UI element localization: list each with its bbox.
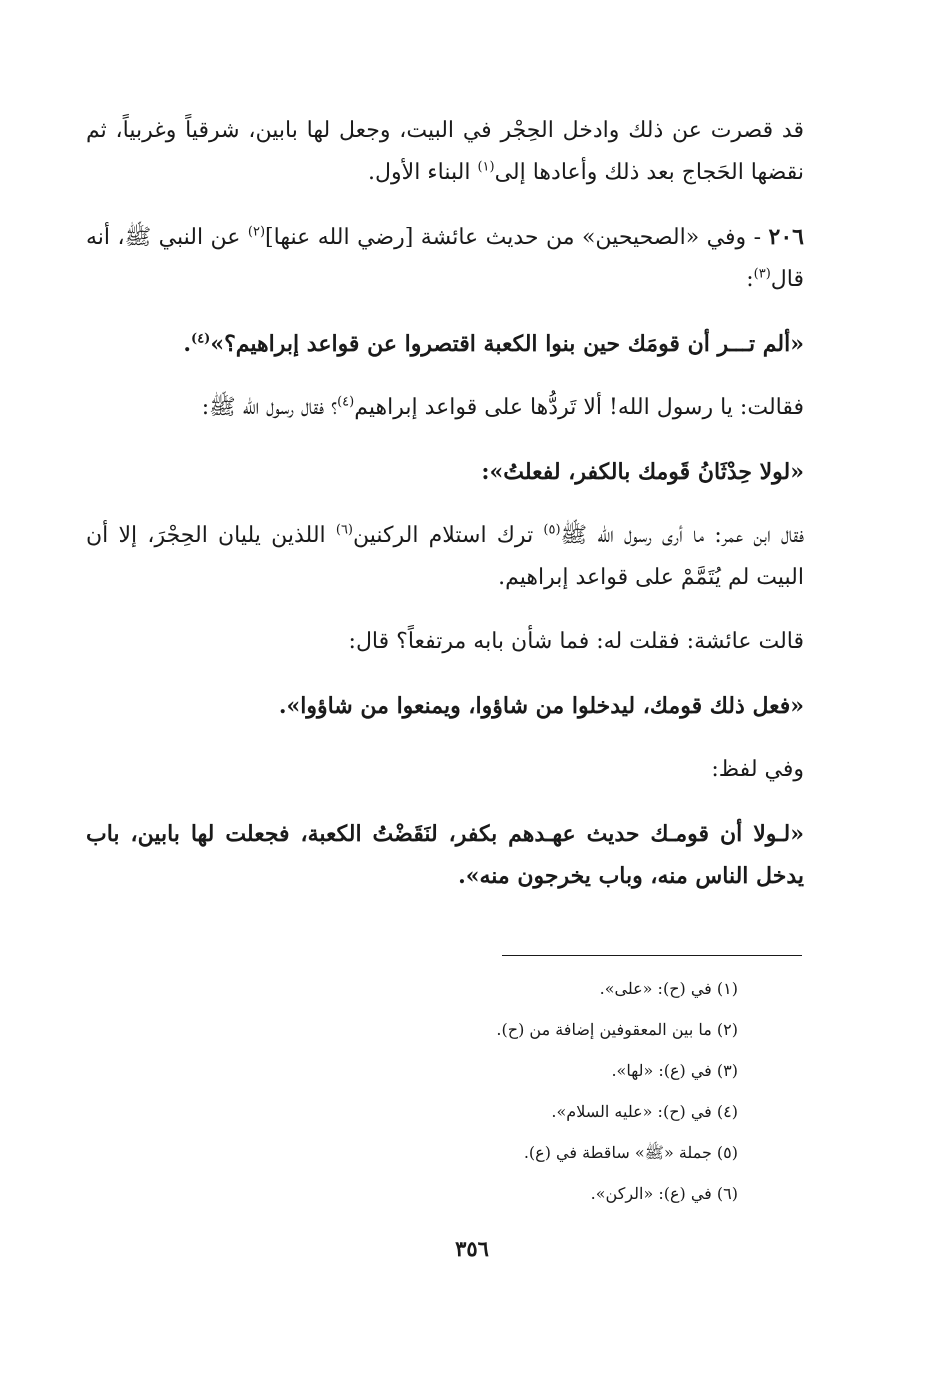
- quote-text: «فعل ذلك قومك، ليدخلوا من شاؤوا، ويمنعوا من شاؤوا».: [278, 693, 804, 719]
- quote-text: «لولا حِدْثَانُ قَومك بالكفر، لفعلتُ»:: [481, 459, 804, 485]
- paragraph-text: :: [746, 267, 754, 292]
- hadith-quote-1: [86, 323, 804, 365]
- footnote-1: (١) في (ح): «على».: [599, 979, 738, 998]
- paragraph-aisha-question: [86, 387, 804, 429]
- paragraph-text: فقالت: يا رسول الله! ألا تَردُّها على قواعد إبراهيم: [354, 395, 804, 420]
- paragraph-text: عن النبي ﷺ، أنه قال: [86, 225, 804, 292]
- footnote-ref[interactable]: (٢): [247, 224, 266, 240]
- hadith-number: ٢٠٦: [768, 224, 804, 250]
- footnote-6: (٦) في (ع): «الركن».: [590, 1184, 738, 1203]
- page-number: ٣٥٦: [455, 1236, 489, 1261]
- paragraph-ibn-umar: [86, 515, 804, 599]
- footnote-ref[interactable]: (١): [477, 159, 495, 175]
- footnote-ref[interactable]: (٦): [335, 522, 353, 538]
- paragraph-text: - وفي «الصحيحين» من حديث عائشة [رضي الله عنها]: [265, 225, 769, 250]
- footnote-ref[interactable]: (٣): [753, 266, 771, 282]
- quote-text: «لـولا أن قومـك حديث عهـدهم بكفر، لنَقَضْتُ الكعبة، فجعلت لها بابين، باب يدخل الناس منه، وباب يخرجون منه».: [86, 821, 804, 889]
- footnote-2: (٢) ما بين المعقوفين إضافة من (ح).: [496, 1020, 738, 1039]
- paragraph-aisha-door: [86, 621, 804, 663]
- paragraph-text: اللذين يليان الحِجْرَ، إلا أن البيت لم يُتَمَّمْ على قواعد إبراهيم.: [86, 523, 804, 590]
- paragraph-another-wording: [86, 749, 804, 791]
- paragraph-text: ؟ فقال رسول الله ﷺ:: [201, 395, 338, 420]
- hadith-quote-4: [86, 813, 804, 897]
- paragraph-1: [86, 110, 804, 194]
- footnote-3: (٣) في (ع): «لها».: [611, 1061, 738, 1080]
- footnote-4: (٤) في (ح): «عليه السلام».: [551, 1102, 738, 1121]
- footnote-separator: [502, 955, 802, 956]
- paragraph-text: قالت عائشة: فقلت له: فما شأن بابه مرتفعاً؟ قال:: [348, 629, 804, 654]
- footnote-ref[interactable]: (٤): [337, 394, 355, 410]
- hadith-quote-3: [86, 685, 804, 727]
- paragraph-text: قد قصرت عن ذلك وادخل الحِجْر في البيت، وجعل لها بابين، شرقياً وغربياً، ثم نقضها الحَجاج بعد ذلك وأعادها إلى: [86, 118, 804, 185]
- footnote-ref[interactable]: (٤): [191, 331, 211, 347]
- footnotes: [300, 968, 738, 1214]
- paragraph-text: فقال ابن عمر: ما أرى رسول الله ﷺ: [560, 523, 804, 548]
- hadith-quote-2: [86, 451, 804, 493]
- paragraph-text: البناء الأول.: [368, 160, 478, 185]
- paragraph-text: وفي لفظ:: [711, 757, 804, 782]
- quote-text: «ألم تـــر أن قومَك حين بنوا الكعبة اقتصروا عن قواعد إبراهيم؟»: [210, 331, 804, 357]
- footnote-5: (٥) جملة «ﷺ» ساقطة في (ع).: [523, 1143, 738, 1162]
- quote-text: .: [183, 331, 192, 357]
- hadith-206-intro: [86, 216, 804, 301]
- footnote-ref[interactable]: (٥): [543, 522, 561, 538]
- paragraph-text: ترك استلام الركنين: [353, 523, 544, 548]
- main-text: [86, 110, 804, 919]
